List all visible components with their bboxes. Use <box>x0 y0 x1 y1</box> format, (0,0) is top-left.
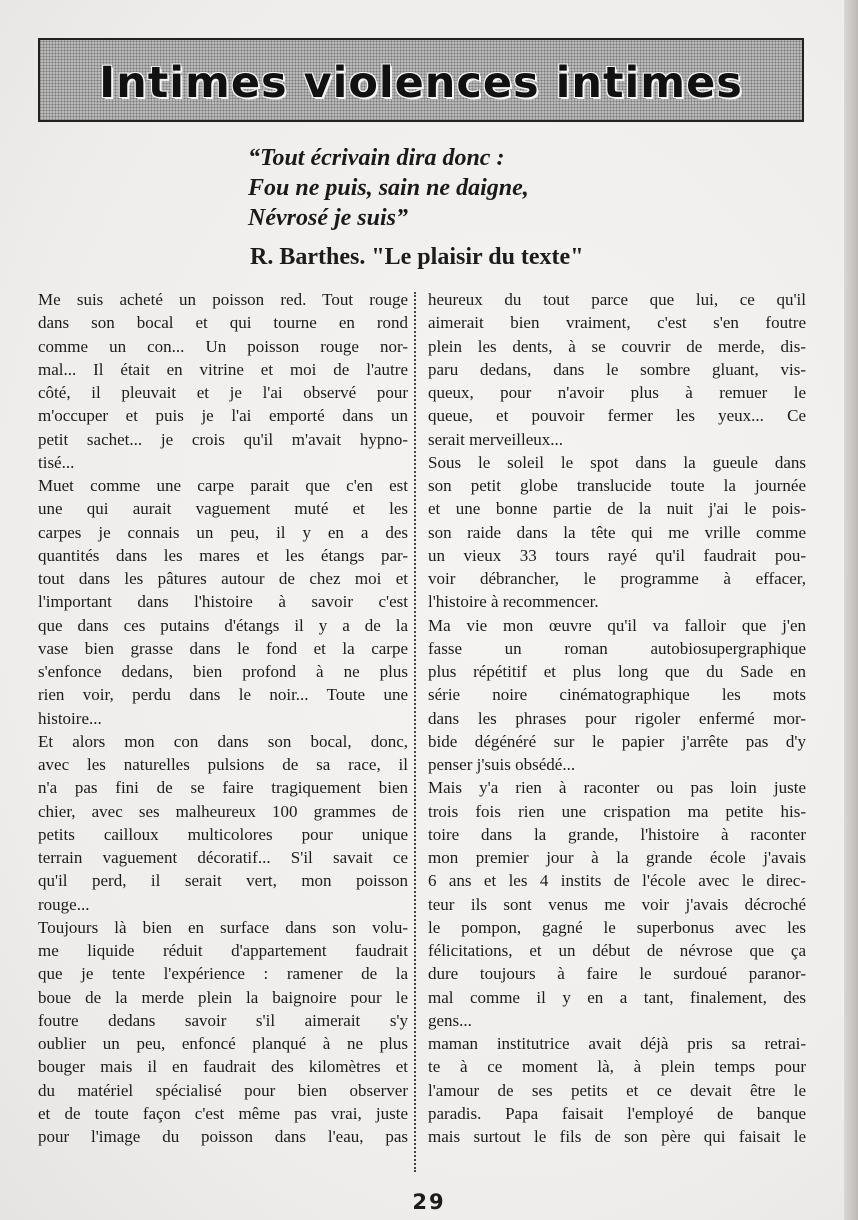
text-line: paru dedans, dans le sombre gluant, vis- <box>428 359 806 379</box>
text-line: plus répétitif et plus long que du Sade en <box>428 662 806 681</box>
text-line: penser j'suis obsédé... <box>428 755 576 774</box>
text-line: queue, et pouvoir fermer les yeux... Ce <box>428 406 806 426</box>
text-line: petits cailloux multicolores pour unique <box>38 824 408 844</box>
text-line: une qui aurait vaguement muté et les <box>38 499 408 519</box>
text-line: petit sachet... je crois qu'il m'avait hypno- <box>38 429 408 449</box>
text-line: plein les dents, à se couvrir de merde, dis- <box>428 336 806 356</box>
text-line: tout dans les pâtures autour de chez moi et <box>38 569 408 588</box>
banner-title: Intimes violences intimes <box>99 58 743 108</box>
text-line: qu'il perd, il serait vert, mon poisson <box>38 871 408 891</box>
text-line: Ma vie mon œuvre qu'il va falloir que j'en <box>428 615 806 635</box>
text-line: 6 ans et les 4 instits de l'école avec le direc- <box>428 871 806 891</box>
text-line: dans son bocal et qui tourne en rond <box>38 313 408 333</box>
text-line: bouger mais il en faudrait des kilomètres et <box>38 1057 408 1077</box>
column-divider <box>414 292 416 1172</box>
text-line: et une bonne partie de la nuit j'ai le pois- <box>428 499 806 519</box>
text-line: pour l'image du poisson dans l'eau, pas <box>38 1127 408 1146</box>
text-line: l'amour de ses petits et ce devait être le <box>428 1080 806 1100</box>
text-line: mal comme il y en a tant, finalement, des <box>428 987 806 1007</box>
text-line: le pompon, gagné le superbonus avec les <box>428 917 806 937</box>
text-line: quantités dans les mares et les étangs par- <box>38 545 408 565</box>
text-line: oublier un peu, enfoncé planqué à ne plus <box>38 1034 408 1053</box>
epigraph-line: Névrosé je suis” <box>248 205 408 231</box>
text-line: s'enfonce dedans, bien profond à ne plus <box>38 662 408 681</box>
text-line: terrain vaguement décoratif... S'il savait ce <box>38 848 408 867</box>
text-line: félicitations, et un début de névrose que ça <box>428 941 806 960</box>
epigraph-line: Fou ne puis, sain ne daigne, <box>248 175 529 201</box>
text-line: Muet comme une carpe parait que c'en est <box>38 476 408 495</box>
text-line: m'occuper et puis je l'ai emporté dans un <box>38 406 408 426</box>
text-line: trois fois rien une crispation ma petite his- <box>428 801 806 821</box>
text-line: et de toute façon c'est même pas vrai, juste <box>38 1103 408 1123</box>
text-line: côté, il pleuvait et je l'ai observé pour <box>38 383 408 402</box>
text-line: son raide dans la tête qui me vrille comme <box>428 522 806 542</box>
text-line: toire dans la grande, l'histoire à raconter <box>428 824 806 844</box>
title-banner <box>38 38 804 122</box>
epigraph-attribution: R. Barthes. "Le plaisir du texte" <box>250 244 584 270</box>
text-column-left <box>38 288 408 1148</box>
page-number: 29 <box>412 1190 446 1214</box>
text-line: bide dégénéré sur le papier j'arrête pas d'y <box>428 731 806 751</box>
text-line: l'important dans l'histoire à savoir c'est <box>38 592 408 612</box>
text-line: un vieux 33 tours rayé qu'il faudrait pou- <box>428 545 806 565</box>
text-line: que je tente l'expérience : ramener de la <box>38 964 408 984</box>
text-line: heureux du tout parce que lui, ce qu'il <box>428 290 806 309</box>
text-line: rouge... <box>38 894 90 914</box>
text-line: vase bien grasse dans le fond et la carpe <box>38 638 408 658</box>
text-line: Sous le soleil le spot dans la gueule dans <box>428 452 806 472</box>
text-line: histoire... <box>38 708 102 728</box>
text-line: mal... Il était en vitrine et moi de l'autre <box>38 359 408 379</box>
text-line: gens... <box>428 1010 472 1030</box>
text-line: me liquide réduit d'appartement faudrait <box>38 941 408 960</box>
text-line: série noire cinématographique les mots <box>428 685 806 705</box>
text-line: avec les naturelles pulsions de sa race, il <box>38 755 408 774</box>
text-line: voir débrancher, le programme à effacer, <box>428 569 806 588</box>
text-line: aimerait bien vraiment, c'est s'en foutre <box>428 313 806 333</box>
text-line: Toujours là bien en surface dans son volu- <box>38 917 408 937</box>
text-line: Et alors mon con dans son bocal, donc, <box>38 731 408 751</box>
text-line: maman institutrice avait déjà pris sa retrai- <box>428 1034 806 1053</box>
text-line: Me suis acheté un poisson red. Tout rouge <box>38 290 408 309</box>
text-line: queux, pour n'avoir plus à remuer le <box>428 383 806 402</box>
text-line: son petit globe translucide toute la journée <box>428 476 806 495</box>
text-line: l'histoire à recommencer. <box>428 592 599 612</box>
text-line: mon premier jour à la grande école j'avais <box>428 848 806 867</box>
text-line: fasse un roman autobiosupergraphique <box>428 638 806 658</box>
text-column-right <box>428 288 806 1148</box>
text-line: dans les phrases pour rigoler enfermé mor- <box>428 708 806 728</box>
text-line: n'a pas fini de se faire tragiquement bien <box>38 778 408 798</box>
text-line: foutre dedans savoir s'il aimerait s'y <box>38 1010 408 1030</box>
epigraph-line: “Tout écrivain dira donc : <box>248 145 505 171</box>
text-line: paradis. Papa faisait l'employé de banque <box>428 1103 806 1123</box>
text-line: carpes je connais un peu, il y en a des <box>38 522 408 542</box>
text-line: rien voir, perdu dans le noir... Toute une <box>38 685 408 705</box>
text-line: comme un con... Un poisson rouge nor- <box>38 336 408 356</box>
text-line: boue de la merde plein la baignoire pour le <box>38 987 408 1007</box>
text-line: teur ils sont venus me voir j'avais décroché <box>428 894 806 914</box>
text-line: serait merveilleux... <box>428 429 564 449</box>
text-line: du matériel spécialisé pour bien observer <box>38 1080 408 1100</box>
text-line: chier, avec ses malheureux 100 grammes de <box>38 801 408 821</box>
text-line: dure toujours à faire le surdoué paranor- <box>428 964 806 984</box>
text-line: que dans ces putains d'étangs il y a de la <box>38 615 408 635</box>
text-line: mais surtout le fils de son père qui faisait le <box>428 1127 806 1146</box>
text-line: te à ce moment là, à plein temps pour <box>428 1057 806 1077</box>
epigraph-quote <box>248 143 788 233</box>
text-line: tisé... <box>38 452 75 472</box>
text-line: Mais y'a rien à raconter ou pas loin juste <box>428 778 806 798</box>
page-edge-shadow <box>844 0 858 1220</box>
